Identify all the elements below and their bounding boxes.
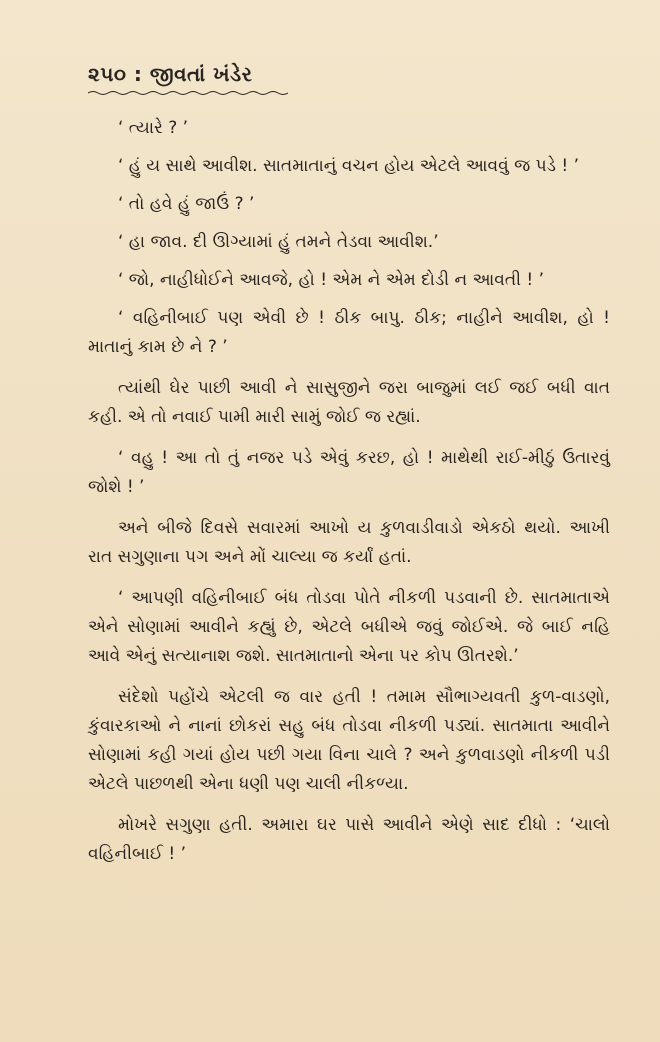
page-number: ૨૫૦: [88, 62, 127, 86]
paragraph: અને બીજે દિવસે સવારમાં આખો ય કુળવાડીવાડો એકઠો થયો. આખી રાત સગુણાના પગ અને મોં ચાલ્યા જ કર્યાં હતાં.: [88, 518, 610, 567]
paragraph: ‘ તો હવે હું જાઉં ? ’: [118, 194, 255, 214]
paragraph: સંદેશો પહોંચે એટલી જ વાર હતી ! તમામ સૌભાગ્યવતી કુળ-વાડણો, કુંવારકાઓ ને નાનાં છોકરાં સહુ બંધ તોડવા નીકળી પડ્યાં. સાતમાતા આવીને સોણામાં કહી ગયાં હોય પછી ગયા વિના ચાલે ? અને કુળવાડણો નીકળી પડી એટલે પાછળથી એના ધણી પણ ચાલી નીકળ્યા.: [88, 687, 610, 794]
running-header: [88, 62, 252, 86]
paragraph: ‘ વહુ ! આ તો તું નજર પડે એવું કરછ, હો ! માથેથી રાઈ-મીઠું ઉતારવું જોશે ! ’: [88, 448, 610, 497]
paragraph: ત્યાંથી ઘેર પાછી આવી ને સાસુજીને જરા બાજુમાં લઈ જઈ બધી વાત કહી. એ તો નવાઈ પામી મારી સામું જોઈ જ રહ્યાં.: [88, 378, 610, 427]
paragraph: ‘ હું ય સાથે આવીશ. સાતમાતાનું વચન હોય એટલે આવવું જ પડે ! ’: [118, 156, 579, 176]
paragraph: ‘ જો, નાહીધોઈને આવજે, હો ! એમ ને એમ દોડી ન આવતી ! ’: [118, 270, 544, 290]
paragraph: ‘ વહિનીબાઈ પણ એવી છે ! ઠીક બાપુ. ઠીક; નાહીને આવીશ, હો ! માતાનું કામ છે ને ? ’: [88, 308, 610, 357]
header-separator: :: [133, 62, 143, 86]
paragraph: મોખરે સગુણા હતી. અમારા ઘર પાસે આવીને એણે સાદ દીધો : ‘ચાલો વહિનીબાઈ ! ’: [88, 815, 610, 864]
paragraph: ‘ હા જાવ. દી ઊગ્યામાં હું તમને તેડવા આવીશ.’: [118, 232, 439, 252]
paragraph: ‘ ત્યારે ? ’: [118, 118, 189, 138]
header-wavy-rule: [88, 90, 288, 96]
paragraph: ‘ આપણી વહિનીબાઈ બંધ તોડવા પોતે નીકળી પડવાની છે. સાતમાતાએ એને સોણામાં આવીને કહ્યું છે, એટલે બધીએ જવું જોઈએ. જે બાઈ નહિ આવે એનું સત્યાનાશ જશે. સાતમાતાનો એના પર કોપ ઊતરશે.’: [88, 588, 610, 666]
book-title: જીવતાં ખંડેર: [149, 62, 253, 86]
body-text: [88, 114, 610, 881]
